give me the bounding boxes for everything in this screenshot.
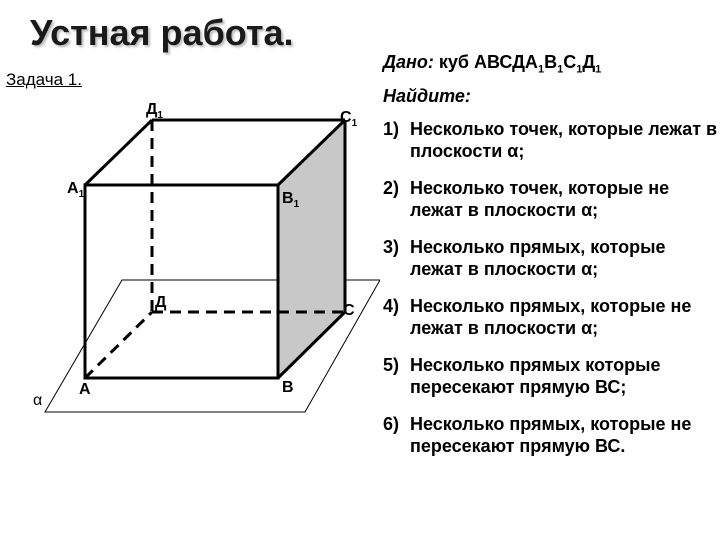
question-text: Несколько прямых, которые лежат в плоскости α;	[410, 237, 666, 279]
given-b: В	[544, 52, 558, 72]
question-text: Несколько прямых, которые не пересекают прямую ВС.	[410, 414, 692, 456]
question-item	[383, 177, 718, 221]
task-label: Задача 1.	[6, 70, 82, 89]
question-text: Несколько точек, которые не лежат в плоскости α;	[410, 178, 670, 220]
question-text: Несколько прямых, которые не лежат в плоскости α;	[410, 296, 692, 338]
slide-title: Устная работа.	[30, 12, 294, 53]
question-number: 2)	[383, 178, 400, 198]
cube-side-face	[278, 120, 345, 378]
given-sub: 1	[576, 63, 583, 76]
given-body: куб АВСДА	[438, 52, 538, 72]
question-number: 1)	[383, 119, 400, 139]
question-number: 4)	[383, 296, 400, 316]
label-a: А	[79, 381, 91, 398]
question-list	[383, 118, 718, 472]
question-item	[383, 118, 718, 162]
question-number: 5)	[383, 355, 400, 375]
question-text: Несколько прямых которые пересекают прямую ВС;	[410, 355, 661, 397]
given-statement	[383, 52, 601, 76]
label-c1: $С_1$	[340, 109, 358, 129]
given-d: Д	[582, 52, 596, 72]
given-sub: 1	[595, 63, 602, 76]
label-b: В	[282, 379, 294, 396]
find-label: Найдите:	[383, 86, 471, 106]
given-prefix: Дано:	[383, 52, 434, 72]
given-sub: 1	[537, 63, 545, 76]
given-c: С	[563, 52, 577, 72]
label-c: С	[343, 302, 355, 319]
question-item	[383, 354, 718, 398]
label-d1: $Д_1$	[146, 101, 163, 121]
question-number: 3)	[383, 237, 400, 257]
label-a1: $А_1$	[67, 180, 85, 200]
label-alpha: α	[33, 392, 43, 409]
label-d: Д	[155, 294, 167, 311]
question-number: 6)	[383, 414, 400, 434]
given-sub: 1	[557, 63, 564, 76]
question-item	[383, 236, 718, 280]
question-item	[383, 295, 718, 339]
question-item	[383, 413, 718, 457]
question-text: Несколько точек, которые лежат в плоскости α;	[410, 119, 718, 161]
label-b1: $В_1$	[282, 190, 300, 210]
edge-ad-hidden	[85, 312, 152, 378]
edge-a1d1	[85, 120, 152, 185]
